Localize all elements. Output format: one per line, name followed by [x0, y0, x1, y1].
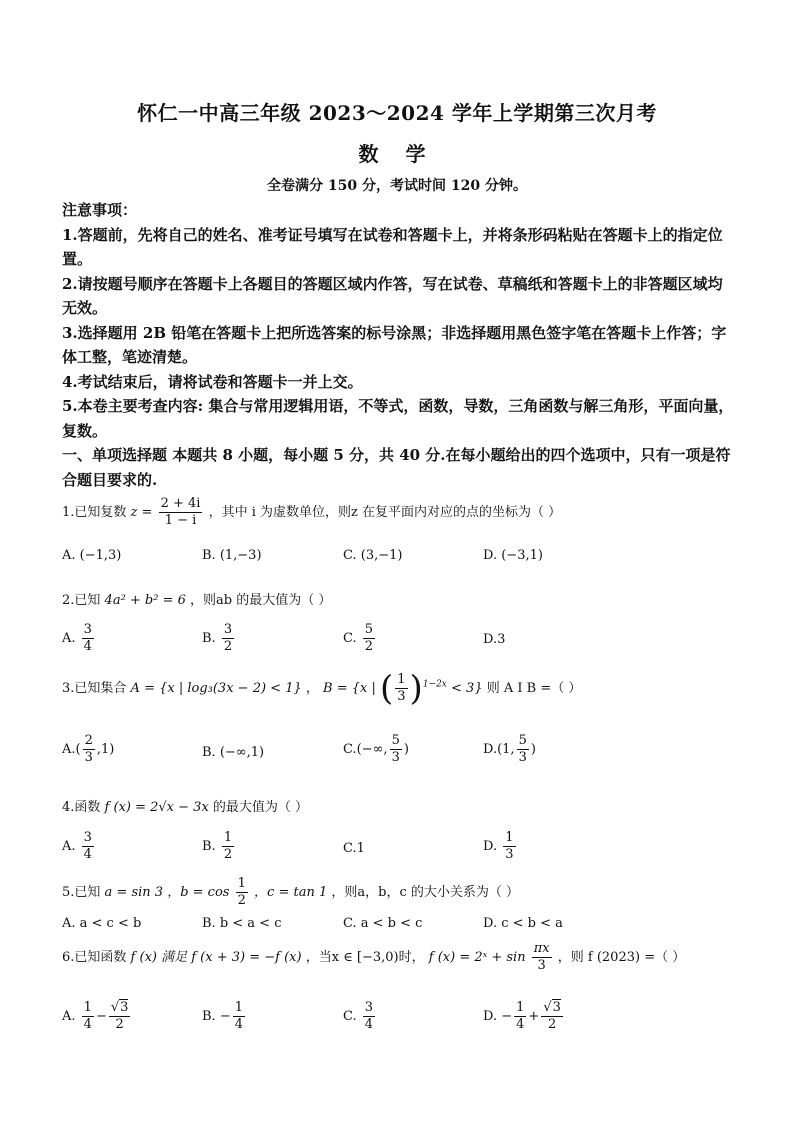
numerator: 1 [234, 1000, 243, 1015]
option-right: ,1) [96, 742, 115, 757]
note-item: 3.选择题用 2B 铅笔在答题卡上把所选答案的标号涂黑；非选择题用黑色签字笔在答题卡上作答；字体工整，笔迹清楚。 [62, 323, 727, 366]
denominator: 3 [391, 750, 400, 765]
option-label: B. [202, 745, 216, 760]
q1-option-b[interactable]: B. (1,−3) [202, 548, 262, 563]
q6-b-frac [233, 1000, 245, 1033]
q1-numerator: 2 + 4i [160, 496, 201, 511]
q6-option-d[interactable]: D. − $\frac{1}{4}$ + $\frac{√3}{2}$ [483, 1000, 561, 1032]
option-left: ( [75, 742, 81, 757]
section-heading: 一、单项选择题 本题共 8 小题，每小题 5 分，共 40 分.在每小题给出的四个选项中，只有一项是符合题目要求的. [62, 446, 731, 489]
q2-c-fraction [363, 622, 375, 655]
notes-block [62, 198, 734, 492]
question-6 [62, 941, 685, 974]
denominator: 4 [234, 1017, 243, 1032]
numerator: 5 [518, 733, 527, 748]
q4-pre: 4.函数 [62, 800, 101, 815]
option-label: B. [202, 631, 216, 646]
question-3 [62, 668, 582, 709]
q2-pre: 2.已知 [62, 593, 101, 608]
q6-post: ，则 f (2023) =（ ） [557, 950, 686, 965]
exam-title: 怀仁一中高三年级 2023～2024 学年上学期第三次月考 [137, 101, 657, 125]
denominator: 3 [537, 958, 546, 973]
q5-c: ，c = tan 1 [254, 885, 328, 900]
q4-option-a[interactable] [62, 830, 96, 863]
denominator: 3 [397, 689, 406, 704]
q6-option-c[interactable] [343, 1000, 377, 1033]
denominator: 2 [237, 893, 246, 908]
denominator: 4 [364, 1017, 374, 1032]
option-right: ) [530, 742, 536, 757]
numerator: 2 [84, 733, 93, 748]
option-label: D. [483, 742, 498, 757]
denominator: 3 [518, 750, 527, 765]
q4-d-fraction [503, 830, 515, 863]
q6-d-frac1 [514, 1000, 526, 1033]
q4-option-b[interactable] [202, 830, 236, 863]
option-left: (1, [497, 742, 515, 757]
option-text: (−∞,1) [219, 745, 265, 760]
note-item: 1.答题前，先将自己的姓名、准考证号填写在试卷和答题卡上，并将条形码粘贴在答题卡上的指定位置。 [62, 225, 723, 268]
q5-pre: 5.已知 [62, 885, 101, 900]
q3-option-c[interactable] [343, 733, 409, 766]
q5-option-a[interactable]: A. a < c < b [62, 916, 142, 931]
option-label: A. [62, 1009, 76, 1024]
denominator: 3 [84, 750, 93, 765]
q5-b-pre: ，b = cos [167, 885, 230, 900]
option-label: C. [343, 631, 357, 646]
q3-c-fraction [390, 733, 402, 766]
q1-pre: 1.已知复数 [62, 505, 127, 520]
numerator: 3 [83, 622, 92, 637]
q5-a: a = sin 3 [104, 885, 164, 900]
numerator: 1 [505, 830, 514, 845]
q4-expr: f (x) = 2√x − 3x [104, 800, 209, 815]
option-label: B. [202, 1009, 216, 1024]
q3-d-fraction [517, 733, 529, 766]
numerator: 1 [397, 672, 406, 687]
note-item: 4.考试结束后，请将试卷和答题卡一并上交。 [62, 372, 363, 391]
q2-option-c[interactable] [343, 622, 377, 655]
left-paren: ( [380, 668, 394, 709]
q1-option-a[interactable]: A. (−1,3) [62, 548, 122, 563]
numerator: 3 [83, 830, 92, 845]
question-1 [62, 496, 561, 529]
denominator: 2 [364, 639, 374, 654]
q6-f1: f (x) 满足 f (x + 3) = −f (x) [130, 950, 302, 965]
denominator: 2 [223, 639, 233, 654]
option-label: B. [202, 839, 216, 854]
q1-denominator: 1 − i [164, 513, 197, 528]
option-label: A. [62, 839, 76, 854]
q6-c-frac [363, 1000, 375, 1033]
q5-option-d[interactable]: D. c < b < a [483, 916, 563, 931]
numerator: 3 [223, 622, 233, 637]
q3-option-a[interactable] [62, 733, 114, 766]
denominator: 4 [83, 639, 92, 654]
denominator: 2 [547, 1017, 557, 1032]
option-label: C. [343, 1009, 357, 1024]
q2-option-d[interactable]: D.3 [483, 632, 506, 647]
q4-post: 的最大值为（ ） [212, 800, 309, 815]
q6-mid: ，当x ∈ [−3,0)时， [305, 950, 425, 965]
note-item: 2.请按题号顺序在答题卡上各题目的答题区域内作答，写在试卷、草稿纸和答题卡上的非答题区域均无效。 [62, 274, 723, 317]
q3-exponent: 1−2x [422, 679, 447, 690]
option-label: C. [343, 742, 357, 757]
numerator: 3 [364, 1000, 374, 1015]
numerator: 5 [364, 622, 374, 637]
question-4 [62, 799, 308, 817]
denominator: 4 [83, 1017, 92, 1032]
q6-fraction [532, 941, 552, 974]
q2-b-fraction [222, 622, 234, 655]
denominator: 4 [83, 847, 92, 862]
q3-mid: ， [305, 681, 319, 696]
numerator: 1 [237, 876, 246, 891]
q3-option-d[interactable] [483, 733, 536, 766]
q3-set-b-right: < 3} [451, 681, 483, 696]
option-label: A. [62, 742, 76, 757]
denominator: 3 [505, 847, 514, 862]
q2-post: ，则ab 的最大值为（ ） [190, 593, 332, 608]
q3-pre: 3.已知集合 [62, 681, 127, 696]
numerator: 1 [223, 830, 233, 845]
question-5 [62, 876, 519, 909]
option-label: A. [62, 631, 76, 646]
numerator: 5 [391, 733, 400, 748]
numerator: 1 [516, 1000, 525, 1015]
note-item: 5.本卷主要考查内容: 集合与常用逻辑用语，不等式，函数，导数，三角函数与解三角形，平面向量，复数。 [62, 397, 734, 440]
q1-z: z = [130, 505, 153, 520]
q6-option-a[interactable]: A. $\frac{1}{4}$ − $\frac{√3}{2}$ [62, 1000, 129, 1032]
q4-option-c[interactable]: C.1 [343, 841, 365, 856]
q3-set-a: A = {x | log₃(3x − 2) < 1} [130, 681, 302, 696]
notes-heading: 注意事项： [62, 201, 138, 219]
q6-a-frac1 [82, 1000, 94, 1033]
q4-option-d[interactable] [483, 830, 518, 863]
q1-option-c[interactable]: C. (3,−1) [343, 548, 403, 563]
option-label: D. [483, 839, 498, 854]
q1-fraction [159, 496, 203, 529]
q3-option-b[interactable] [202, 745, 264, 760]
denominator: 4 [516, 1017, 525, 1032]
q2-option-a[interactable] [62, 622, 96, 655]
q5-option-b[interactable]: B. b < a < c [202, 916, 282, 931]
numerator: √3 [543, 1000, 561, 1015]
q6-a-frac2 [109, 1000, 131, 1033]
numerator: πx [533, 941, 550, 956]
q3-post: 则 A I B =（ ） [486, 681, 582, 696]
q2-option-b[interactable] [202, 622, 236, 655]
q4-b-fraction [222, 830, 234, 863]
numerator: 1 [83, 1000, 92, 1015]
q3-base-fraction [395, 672, 407, 705]
q6-option-b[interactable]: B. − $\frac{1}{4}$ [202, 1000, 243, 1032]
q1-option-d[interactable]: D. (−3,1) [483, 548, 543, 563]
q3-set-b-left: B = {x | [323, 681, 376, 696]
exam-info: 全卷满分 150 分，考试时间 120 分钟。 [267, 178, 527, 194]
q5-option-c[interactable]: C. a < b < c [343, 916, 423, 931]
q6-d-frac2 [541, 1000, 563, 1033]
q2-a-fraction [82, 622, 94, 655]
q5-b-fraction [236, 876, 248, 909]
right-paren: ) [409, 668, 423, 709]
q4-a-fraction [82, 830, 94, 863]
question-2 [62, 592, 331, 610]
q1-post: ，其中 i 为虚数单位，则z 在复平面内对应的点的坐标为（ ） [208, 505, 562, 520]
denominator: 2 [115, 1017, 124, 1032]
q5-post: ，则a，b，c 的大小关系为（ ） [331, 885, 519, 900]
option-label: D. [483, 1009, 498, 1024]
numerator: √3 [110, 1000, 129, 1015]
subject-title: 数 学 [358, 142, 436, 166]
q2-expr: 4a² + b² = 6 [104, 593, 186, 608]
q6-f2: f (x) = 2ˣ + sin [428, 950, 526, 965]
option-right: ) [403, 742, 409, 757]
denominator: 2 [223, 847, 233, 862]
q6-pre: 6.已知函数 [62, 950, 127, 965]
option-left: (−∞, [356, 742, 388, 757]
q3-a-fraction [83, 733, 95, 766]
